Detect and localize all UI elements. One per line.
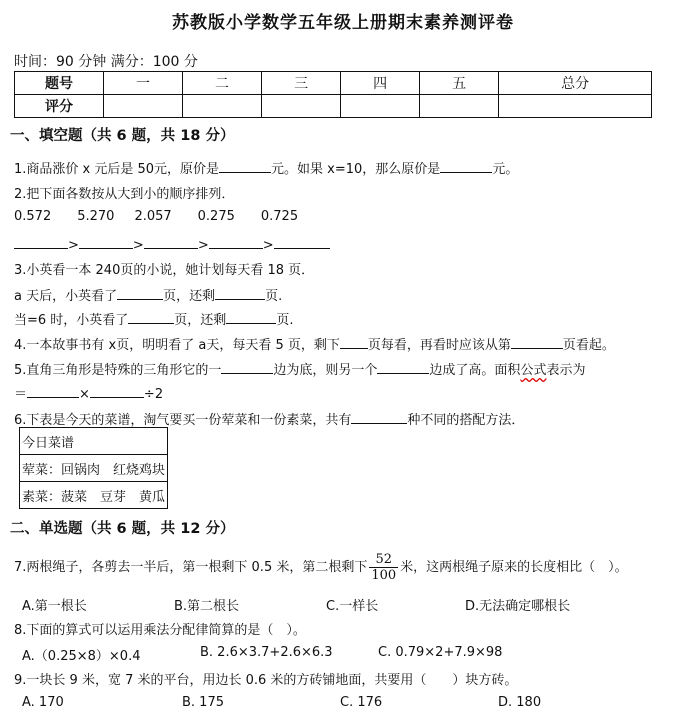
q9-option-d[interactable]: D. 180 [498,695,542,710]
question-8: 8.下面的算式可以运用乘法分配律简算的是（ ）。 [14,623,306,638]
answer-blank[interactable] [209,235,263,249]
answer-blank[interactable] [226,310,276,324]
answer-blank[interactable] [128,310,174,324]
q8-option-b[interactable]: B. 2.6×3.7+2.6×6.3 [200,645,333,660]
score-table [14,71,652,118]
answer-blank[interactable] [340,335,368,349]
answer-blank[interactable] [274,235,330,249]
score-table-score-row [15,95,652,118]
question-7 [14,552,628,583]
q8-option-a[interactable]: A.（0.25×8）×0.4 [22,649,141,664]
menu-table [19,427,168,509]
question-text: 元。 [492,162,519,177]
score-table-header-row [15,72,652,95]
exam-meta: 时间：90 分钟 满分：100 分 [14,54,198,70]
question-3: 3.小英看一本 240页的小说，她计划每天看 18 页． [14,263,315,278]
section2-heading: 二、单选题（共 6 题，共 12 分） [10,521,235,537]
number: 0.275 [197,209,235,224]
question-text: 页. [276,313,294,328]
answer-blank[interactable] [117,286,163,300]
question-3-line-2 [14,309,293,328]
question-text: 元。如果 x=10，那么原价是 [271,162,441,177]
score-header-cell: 五 [420,72,499,95]
score-header-cell: 二 [183,72,262,95]
question-text: ÷2 [143,387,164,402]
question-text: 边成了高。面积 [429,363,521,378]
q7-option-b[interactable]: B.第二根长 [174,599,240,614]
q8-option-c[interactable]: C. 0.79×2+7.9×98 [378,645,503,660]
question-text: 4.一本故事书有 x页，明明看了 a天，每天看 5 页，剩下 [14,338,340,353]
question-text: 边为底，则另一个 [273,363,378,378]
menu-meat-dishes: 荤菜：回锅肉 红烧鸡块 [20,455,168,482]
q7-option-d[interactable]: D.无法确定哪根长 [465,599,571,614]
score-input-cell[interactable] [183,95,262,118]
question-text: 6.下表是今天的菜谱，淘气要买一份荤菜和一份素菜，共有 [14,413,352,428]
spellcheck-underlined-word: 公式 [520,363,547,378]
score-input-cell[interactable] [499,95,652,118]
score-input-cell[interactable] [341,95,420,118]
question-2-numbers [14,209,298,224]
question-text: 页，还剩 [163,289,216,304]
question-text: 页看起。 [562,338,615,353]
answer-blank[interactable] [79,235,133,249]
question-text: 1.商品涨价 x 元后是 50元，原价是 [14,162,220,177]
greater-than-sign: > [262,238,274,253]
score-header-cell: 三 [262,72,341,95]
score-header-cell: 一 [104,72,183,95]
answer-blank[interactable] [215,286,265,300]
question-text: 页每看，再看时应该从第 [367,338,511,353]
greater-than-sign: > [197,238,209,253]
answer-blank[interactable] [221,360,273,374]
question-2: 2.把下面各数按从大到小的顺序排列． [14,187,235,202]
question-5-formula [14,383,163,402]
answer-blank[interactable] [377,360,429,374]
question-text: 种不同的搭配方法． [407,413,525,428]
answer-blank[interactable] [90,384,144,398]
score-header-cell: 四 [341,72,420,95]
score-row-label: 评分 [15,95,104,118]
question-text: × [79,387,90,402]
question-text: 页. [265,289,283,304]
question-text: a 天后，小英看了 [14,289,118,304]
question-1 [14,158,518,177]
answer-blank[interactable] [511,335,563,349]
fraction [369,552,398,583]
q7-option-c[interactable]: C.一样长 [326,599,379,614]
score-input-cell[interactable] [262,95,341,118]
question-text: 当=6 时，小英看了 [14,313,129,328]
q9-option-b[interactable]: B. 175 [182,695,224,710]
score-input-cell[interactable] [104,95,183,118]
answer-blank[interactable] [14,235,68,249]
answer-blank[interactable] [27,384,79,398]
section1-heading: 一、填空题（共 6 题，共 18 分） [10,128,235,144]
score-input-cell[interactable] [420,95,499,118]
question-text: 页，还剩 [174,313,227,328]
menu-veg-dishes: 素菜：菠菜 豆芽 黄瓜 [20,482,168,509]
number: 0.572 [14,209,52,224]
question-4 [14,334,615,353]
question-3-line-1 [14,285,282,304]
question-text: ＝ [14,387,28,402]
greater-than-sign: > [132,238,144,253]
q9-option-c[interactable]: C. 176 [340,695,383,710]
question-5 [14,359,585,378]
q9-option-a[interactable]: A. 170 [22,695,64,710]
page-title: 苏教版小学数学五年级上册期末素养测评卷 [172,13,514,33]
answer-blank[interactable] [144,235,198,249]
question-text: 5.直角三角形是特殊的三角形它的一 [14,363,222,378]
number: 0.725 [260,209,299,224]
question-6 [14,409,524,428]
score-header-cell: 总分 [499,72,652,95]
question-text: 米，这两根绳子原来的长度相比（ ）。 [400,560,628,575]
question-text: 7.两根绳子，各剪去一半后，第一根剩下 0.5 米，第二根剩下 [14,560,368,575]
answer-blank[interactable] [440,159,492,173]
q7-option-a[interactable]: A.第一根长 [22,599,87,614]
question-9: 9.一块长 9 米，宽 7 米的平台，用边长 0.6 米的方砖铺地面，共要用（ ）块方砖。 [14,673,518,688]
menu-title: 今日菜谱 [20,428,168,455]
question-text: 表示为 [546,363,586,378]
answer-blank[interactable] [219,159,271,173]
fraction-numerator: 52 [369,552,398,568]
score-header-cell: 题号 [15,72,104,95]
fraction-denominator: 100 [371,568,397,583]
greater-than-sign: > [68,238,79,253]
number: 2.057 [134,209,172,224]
answer-blank[interactable] [351,410,407,424]
number: 5.270 [77,209,115,224]
question-2-order-blanks [14,235,330,253]
